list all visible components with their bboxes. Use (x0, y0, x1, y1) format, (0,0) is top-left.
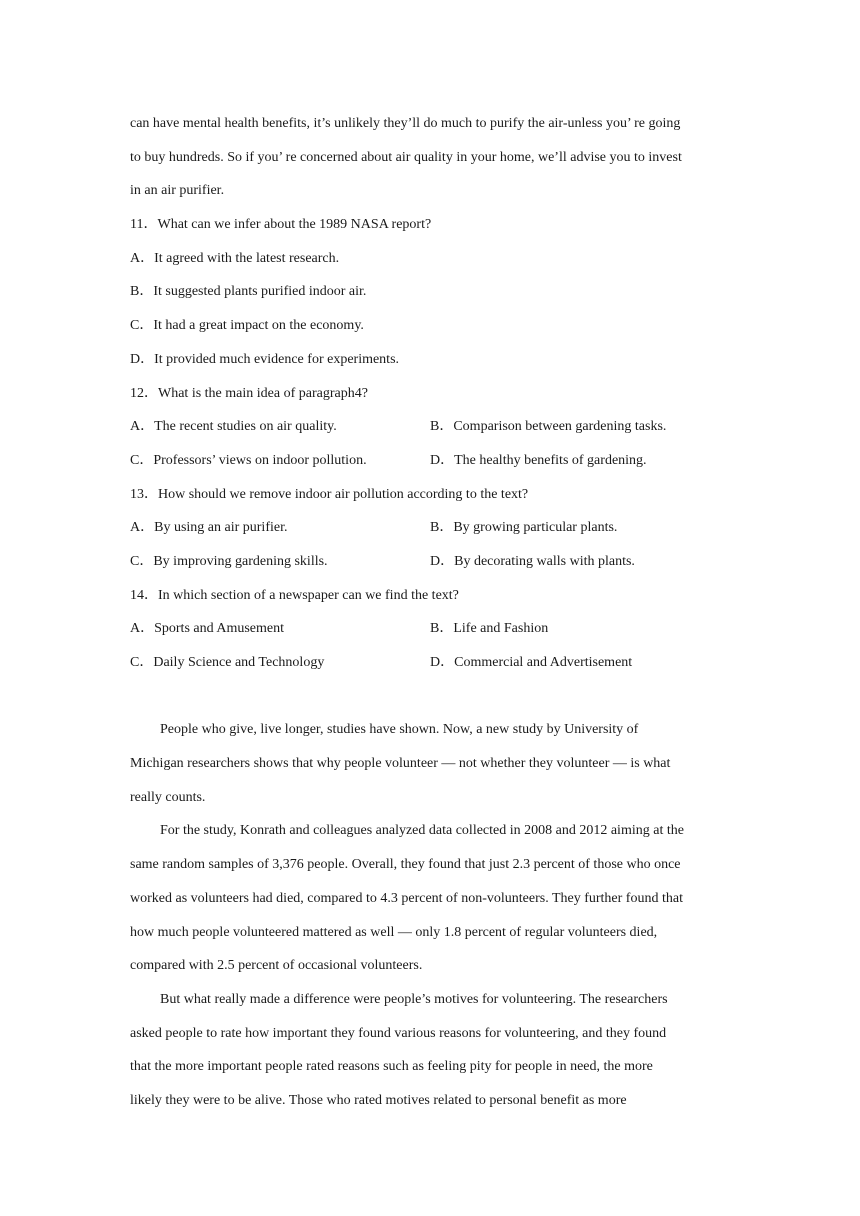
question-stem: 14．In which section of a newspaper can we find the text? (130, 587, 459, 603)
paragraph-line: likely they were to be alive. Those who rated motives related to personal benefit as more (130, 1092, 627, 1108)
paragraph-3 (130, 983, 730, 1118)
question-11 (130, 208, 730, 376)
option-a: A．Sports and Amusement (130, 621, 284, 637)
document-page (130, 107, 730, 1118)
paragraph-line: compared with 2.5 percent of occasional volunteers. (130, 958, 423, 974)
paragraph-line: But what really made a difference were people’s motives for volunteering. The researchers (160, 991, 668, 1007)
option-b: B．It suggested plants purified indoor air. (130, 284, 367, 300)
options-row (130, 646, 730, 680)
option-a: A．By using an air purifier. (130, 520, 288, 536)
question-stem: 11．What can we infer about the 1989 NASA report? (130, 217, 432, 233)
paragraph-line: how much people volunteered mattered as well — only 1.8 percent of regular volunteers died, (130, 924, 658, 940)
option-c: C．By improving gardening skills. (130, 553, 328, 569)
section-spacer (130, 680, 730, 714)
options-row (130, 511, 730, 545)
question-14 (130, 579, 730, 680)
option-d: D．Commercial and Advertisement (430, 655, 633, 670)
options-row (130, 410, 730, 444)
option-b: B．By growing particular plants. (430, 520, 618, 536)
paragraph-line: that the more important people rated reasons such as feeling pity for people in need, the more (130, 1059, 653, 1075)
paragraph-line: Michigan researchers shows that why people volunteer — not whether they volunteer — is what (130, 756, 671, 772)
option-d: D．It provided much evidence for experiments. (130, 351, 400, 367)
new-passage (130, 713, 730, 1117)
paragraph-1 (130, 713, 730, 814)
option-d: D．The healthy benefits of gardening. (430, 452, 647, 468)
option-d: D．By decorating walls with plants. (430, 553, 635, 569)
option-a: A．It agreed with the latest research. (130, 250, 340, 266)
option-b: B．Life and Fashion (430, 621, 549, 637)
options-row (130, 545, 730, 579)
option-c: C．Daily Science and Technology (130, 655, 325, 670)
option-a: A．The recent studies on air quality. (130, 419, 337, 435)
question-13 (130, 478, 730, 579)
paragraph-line: People who give, live longer, studies have shown. Now, a new study by University of (160, 722, 639, 738)
passage-line: to buy hundreds. So if you’ re concerned about air quality in your home, we’ll advise you to invest (130, 149, 682, 165)
paragraph-2 (130, 814, 730, 982)
options-row (130, 612, 730, 646)
question-12 (130, 377, 730, 478)
paragraph-line: worked as volunteers had died, compared to 4.3 percent of non-volunteers. They further found that (130, 890, 683, 906)
option-c: C．Professors’ views on indoor pollution. (130, 452, 367, 468)
passage-line: can have mental health benefits, it’s unlikely they’ll do much to purify the air-unless you’ re going (130, 116, 681, 131)
passage-line: in an air purifier. (130, 183, 225, 199)
options-row (130, 444, 730, 478)
option-b: B．Comparison between gardening tasks. (430, 419, 667, 435)
question-stem: 13．How should we remove indoor air pollution according to the text? (130, 486, 529, 502)
paragraph-line: really counts. (130, 789, 206, 805)
passage-ending (130, 107, 730, 208)
paragraph-line: asked people to rate how important they found various reasons for volunteering, and they found (130, 1025, 667, 1041)
paragraph-line: same random samples of 3,376 people. Overall, they found that just 2.3 percent of those who once (130, 857, 681, 873)
paragraph-line: For the study, Konrath and colleagues analyzed data collected in 2008 and 2012 aiming at the (160, 823, 684, 839)
option-c: C．It had a great impact on the economy. (130, 318, 364, 334)
question-stem: 12．What is the main idea of paragraph4? (130, 385, 368, 401)
